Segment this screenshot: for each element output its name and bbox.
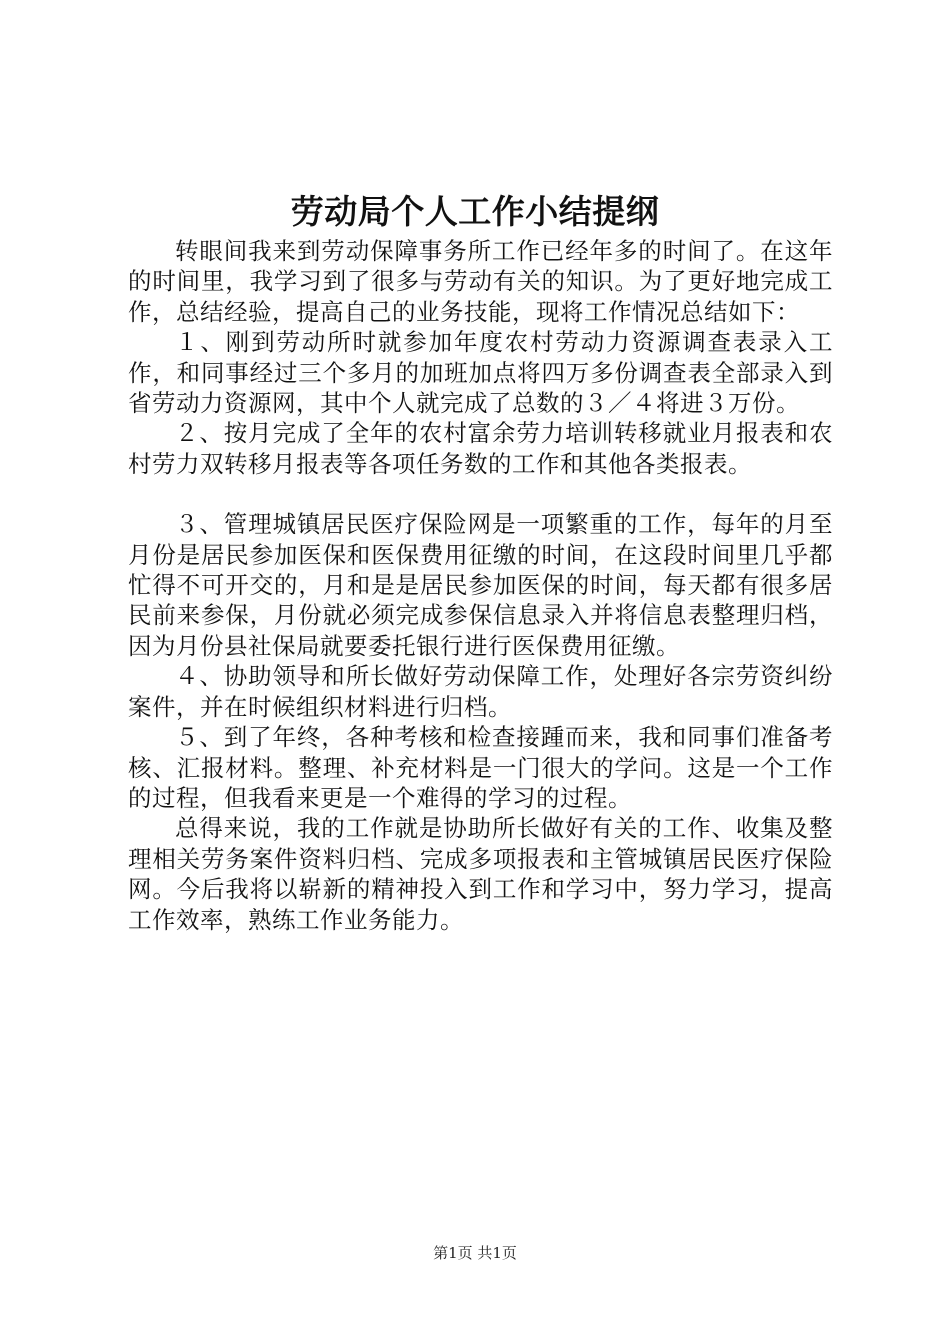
summary-paragraph: 总得来说，我的工作就是协助所长做好有关的工作、收集及整理相关劳务案件资料归档、完成多项报表和主管城镇居民医疗保险网。今后我将以崭新的精神投入到工作和学习中，努力学习，提高工作效率，熟练工作业务能力。 xyxy=(128,814,833,934)
document-title: 劳动局个人工作小结提纲 xyxy=(290,192,660,231)
item-4-paragraph: ４、协助领导和所长做好劳动保障工作，处理好各宗劳资纠纷案件，并在时候组织材料进行归档。 xyxy=(128,662,833,721)
document-body xyxy=(128,236,833,935)
intro-paragraph: 转眼间我来到劳动保障事务所工作已经年多的时间了。在这年的时间里，我学习到了很多与劳动有关的知识。为了更好地完成工作，总结经验，提高自己的业务技能，现将工作情况总结如下： xyxy=(128,237,833,326)
item-3-paragraph: ３、管理城镇居民医疗保险网是一项繁重的工作，每年的月至月份是居民参加医保和医保费用征缴的时间，在这段时间里几乎都忙得不可开交的，月和是是居民参加医保的时间，每天都有很多居民前来参保，月份就必须完成参保信息录入并将信息表整理归档，因为月份县社保局就要委托银行进行医保费用征缴。 xyxy=(128,510,833,660)
item-1-paragraph: １、刚到劳动所时就参加年度农村劳动力资源调查表录入工作，和同事经过三个多月的加班加点将四万多份调查表全部录入到省劳动力资源网，其中个人就完成了总数的３／４将进３万份。 xyxy=(128,328,833,418)
paragraph-spacer xyxy=(128,479,833,509)
page-footer: 第1页 共1页 xyxy=(433,1244,517,1262)
item-5-paragraph: ５、到了年终，各种考核和检查接踵而来，我和同事们准备考核、汇报材料。整理、补充材料是一门很大的学问。这是一个工作的过程，但我看来更是一个难得的学习的过程。 xyxy=(128,723,833,812)
item-2-paragraph: ２、按月完成了全年的农村富余劳力培训转移就业月报表和农村劳力双转移月报表等各项任务数的工作和其他各类报表。 xyxy=(128,419,833,478)
